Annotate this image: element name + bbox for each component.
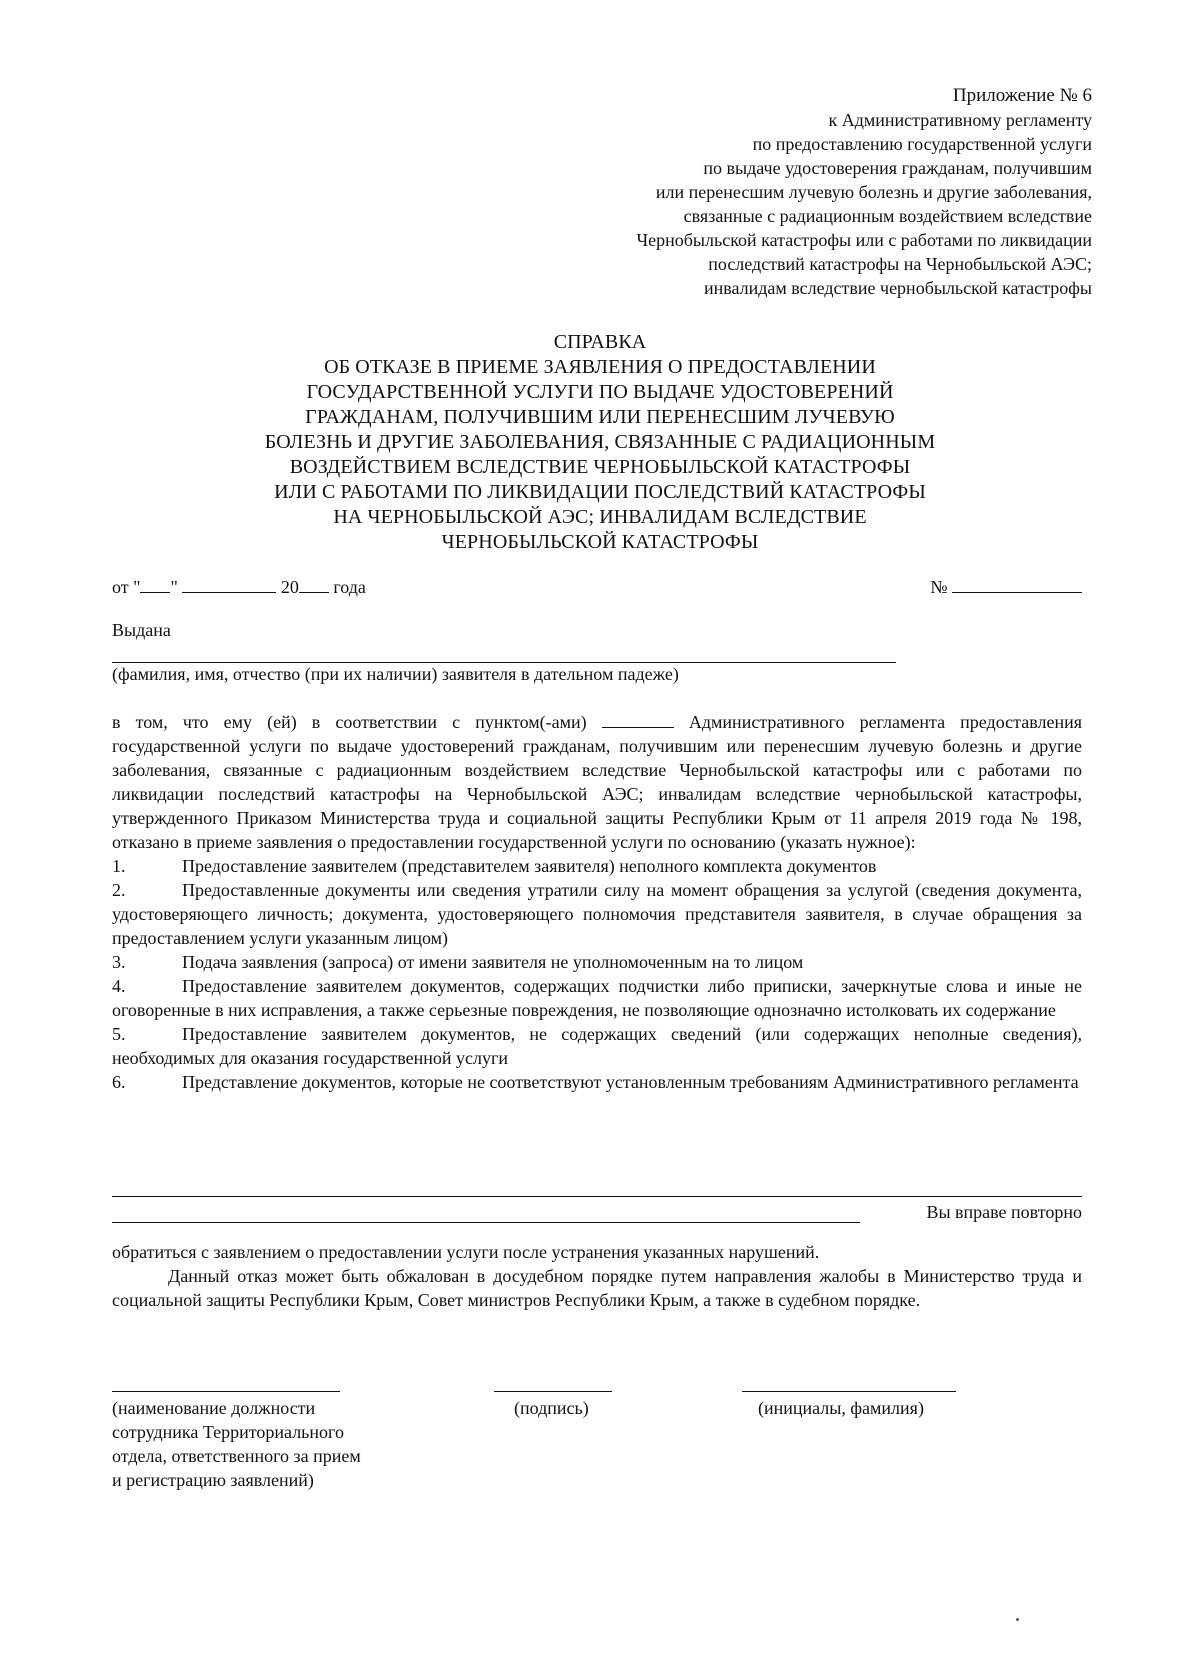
closing-text — [112, 1226, 1082, 1312]
applicant-name-caption: (фамилия, имя, отчество (при их наличии) заявителя в дательном падеже) — [112, 664, 679, 684]
title-line: ГРАЖДАНАМ, ПОЛУЧИВШИМ ИЛИ ПЕРЕНЕСШИМ ЛУЧЕВУЮ — [305, 406, 895, 428]
appendix-line: связанные с радиационным воздействием вследствие — [683, 206, 1092, 226]
title-line: ВОЗДЕЙСТВИЕМ ВСЛЕДСТВИЕ ЧЕРНОБЫЛЬСКОЙ КАТАСТРОФЫ — [289, 456, 911, 478]
clause-blank — [602, 711, 674, 728]
intro-paragraph — [112, 710, 1082, 854]
day-blank — [140, 574, 170, 593]
reason-number: 5. — [112, 1024, 126, 1044]
issued-label: Выдана — [112, 620, 171, 640]
date-year-word: года — [333, 577, 366, 597]
year-blank — [299, 574, 329, 593]
date-century: 20 — [280, 577, 299, 597]
reason-blank-line — [112, 1196, 1082, 1197]
applicant-name-line — [112, 662, 896, 663]
reason-number: 1. — [112, 856, 126, 876]
name-signature-line — [742, 1391, 956, 1392]
reason-item — [112, 878, 1082, 950]
number-blank — [952, 574, 1082, 593]
reason-text: Предоставленные документы или сведения утратили силу на момент обращения за услугой (сведения документа, удостоверяющего личность; документа, удостоверяющего полномочия представителя заявителя, в случае обращения за предоставлением услуги указанным лицом) — [112, 880, 1082, 948]
reason-item — [112, 974, 1082, 1022]
appendix-line: последствий катастрофы на Чернобыльской АЭС; — [708, 254, 1092, 274]
position-caption-line: (наименование должности — [112, 1398, 316, 1418]
intro-text-a: в том, что ему (ей) в соответствии с пунктом(-ами) — [112, 712, 587, 732]
title-line: НА ЧЕРНОБЫЛЬСКОЙ АЭС; ИНВАЛИДАМ ВСЛЕДСТВИЕ — [333, 506, 867, 528]
repeat-notice-start: Вы вправе повторно — [926, 1202, 1082, 1222]
appendix-line: Чернобыльской катастрофы или с работами по ликвидации — [636, 230, 1092, 250]
reason-item — [112, 950, 1082, 974]
appendix-header — [392, 84, 1092, 300]
position-caption — [112, 1396, 361, 1492]
appendix-line: по выдаче удостоверения гражданам, получившим — [703, 158, 1092, 178]
scan-dot — [1016, 1618, 1019, 1621]
number-field — [930, 574, 1082, 598]
reason-number: 6. — [112, 1072, 126, 1092]
reason-number: 4. — [112, 976, 126, 996]
reason-text: Предоставление заявителем документов, содержащих подчистки либо приписки, зачеркнутые слова и иные не оговоренные в них исправления, а также серьезные повреждения, не позволяющие однозначно истолковать их содержание — [112, 976, 1082, 1020]
appendix-line: инвалидам вследствие чернобыльской катастрофы — [703, 278, 1092, 298]
date-from-label: от " — [112, 577, 141, 597]
reason-text: Представление документов, которые не соответствуют установленным требованиям Административного регламента — [182, 1072, 1079, 1092]
month-blank — [182, 574, 276, 593]
date-quote: " — [170, 577, 178, 597]
reason-item — [112, 1070, 1082, 1094]
position-signature-line — [112, 1391, 340, 1392]
appendix-line: к Административному регламенту — [828, 110, 1092, 130]
date-number-line — [112, 574, 1082, 600]
title-line: ОБ ОТКАЗЕ В ПРИЕМЕ ЗАЯВЛЕНИЯ О ПРЕДОСТАВЛЕНИИ — [324, 356, 876, 378]
name-caption: (инициалы, фамилия) — [758, 1398, 924, 1418]
appendix-line: Приложение № 6 — [952, 85, 1092, 106]
title-line: ИЛИ С РАБОТАМИ ПО ЛИКВИДАЦИИ ПОСЛЕДСТВИЙ КАТАСТРОФЫ — [274, 481, 926, 503]
signature-line — [494, 1391, 612, 1392]
appendix-line: или перенесшим лучевую болезнь и другие заболевания, — [655, 182, 1092, 202]
document-title — [150, 330, 1050, 555]
number-sign: № — [930, 577, 948, 597]
signature-caption: (подпись) — [514, 1398, 589, 1418]
reason-blank-line — [112, 1222, 860, 1223]
title-line: БОЛЕЗНЬ И ДРУГИЕ ЗАБОЛЕВАНИЯ, СВЯЗАННЫЕ С РАДИАЦИОННЫМ — [264, 431, 936, 453]
title-line: ГОСУДАРСТВЕННОЙ УСЛУГИ ПО ВЫДАЧЕ УДОСТОВЕРЕНИЙ — [306, 381, 894, 403]
appeal-paragraph: Данный отказ может быть обжалован в досудебном порядке путем направления жалобы в Министерство труда и социальной защиты Республики Крым, Совет министров Республики Крым, а также в судебном порядке. — [112, 1266, 1082, 1310]
reason-number: 3. — [112, 952, 126, 972]
reason-text: Предоставление заявителем документов, не содержащих сведений (или содержащих неполные сведения), необходимых для оказания государственной услуги — [112, 1024, 1082, 1068]
intro-text-b: Административного регламента предоставления государственной услуги по выдаче удостоверений гражданам, получившим или перенесшим лучевую болезнь и другие заболевания, связанные с радиационным воздействием вследствие Чернобыльской катастрофы или с работами по ликвидации последствий катастрофы на Чернобыльской АЭС; инвалидам вследствие чернобыльской катастрофы, утвержденного Приказом Министерства труда и социальной защиты Республики Крым от 11 апреля 2019 года № 198, отказано в приеме заявления о предоставлении государственной услуги по основанию (указать нужное): — [112, 712, 1083, 852]
reason-item — [112, 854, 1082, 878]
title-line: ЧЕРНОБЫЛЬСКОЙ КАТАСТРОФЫ — [441, 531, 759, 553]
appendix-line: по предоставлению государственной услуги — [752, 134, 1092, 154]
position-caption-line: и регистрацию заявлений) — [112, 1470, 314, 1490]
reason-text: Предоставление заявителем (представителем заявителя) неполного комплекта документов — [182, 856, 877, 876]
reason-item — [112, 1022, 1082, 1070]
date-field — [112, 574, 366, 598]
repeat-notice-rest: обратиться с заявлением о предоставлении услуги после устранения указанных нарушений. — [112, 1242, 820, 1262]
document-body — [112, 710, 1082, 1094]
title-line: СПРАВКА — [553, 331, 647, 353]
position-caption-line: отдела, ответственного за прием — [112, 1446, 361, 1466]
reason-text: Подача заявления (запроса) от имени заявителя не уполномоченным на то лицом — [182, 952, 804, 972]
reason-number: 2. — [112, 880, 126, 900]
position-caption-line: сотрудника Территориального — [112, 1422, 344, 1442]
